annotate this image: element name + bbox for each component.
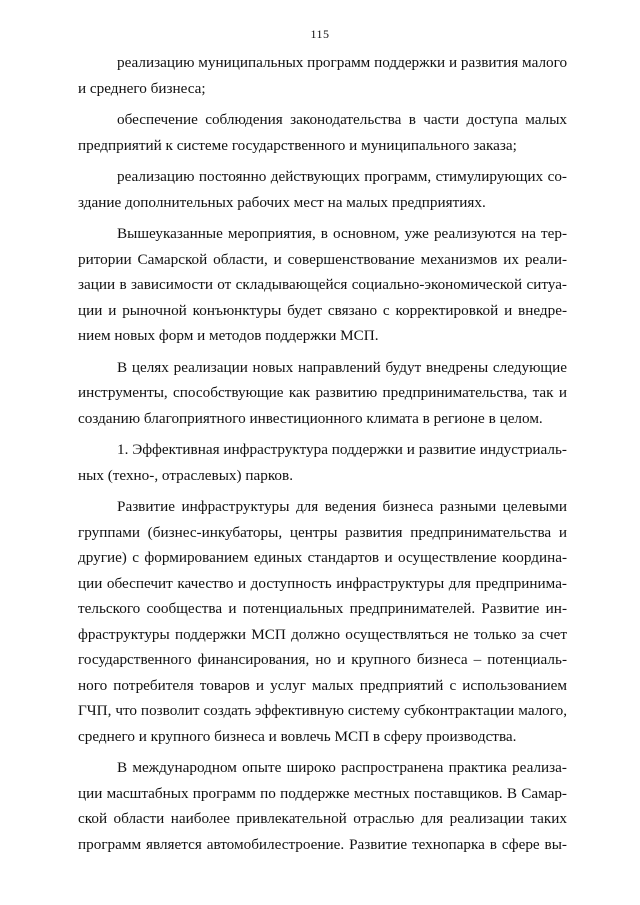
paragraph: [78, 355, 567, 432]
text-line: реализацию постоянно действующих программ, стимулирующих со-: [117, 168, 567, 185]
text-line: обеспечение соблюдения законодательства в части доступа малых: [117, 111, 567, 128]
text-line: ного потребителя товаров и услуг малых предприятий с использованием: [78, 676, 567, 694]
text-line: группами (бизнес-инкубаторы, центры развития предпринимательства и: [78, 523, 567, 541]
text-line: другие) с формированием единых стандартов и осуществление координа-: [78, 549, 567, 566]
text-line: ных (техно-, отраслевых) парков.: [78, 466, 293, 484]
text-line: зации в зависимости от складывающейся социально-экономической ситуа-: [78, 276, 567, 293]
text-line: ской области наиболее привлекательной отраслью для реализации таких: [78, 810, 567, 827]
text-line: ции и рыночной конъюнктуры будет связано с корректировкой и внедре-: [78, 301, 567, 319]
text-line: предприятий к системе государственного и муниципального заказа;: [78, 136, 517, 154]
paragraph: [78, 755, 567, 857]
text-line: ГЧП, что позволит создать эффективную систему субконтрактации малого,: [78, 702, 567, 719]
text-line: ритории Самарской области, и совершенствование механизмов их реали-: [78, 250, 567, 268]
text-line: В целях реализации новых направлений будут внедрены следующие: [117, 358, 567, 376]
text-line: программ является автомобилестроение. Развитие технопарка в сфере вы-: [78, 835, 567, 853]
paragraph: [78, 164, 567, 215]
body-text: [78, 50, 567, 857]
text-line: созданию благоприятного инвестиционного климата в регионе в целом.: [78, 409, 543, 427]
text-line: Развитие инфраструктуры для ведения бизнеса разными целевыми: [117, 498, 567, 515]
paragraph: [78, 494, 567, 749]
text-line: нием новых форм и методов поддержки МСП.: [78, 327, 379, 344]
text-line: среднего и крупного бизнеса и вовлечь МСП в сферу производства.: [78, 727, 517, 745]
text-line: В международном опыте широко распространена практика реализа-: [117, 759, 567, 776]
paragraph: [78, 437, 567, 488]
text-line: и среднего бизнеса;: [78, 79, 206, 97]
text-line: тельского сообщества и потенциальных предпринимателей. Развитие ин-: [78, 600, 567, 617]
text-line: государственного финансирования, но и крупного бизнеса – потенциаль-: [78, 651, 567, 668]
text-line: ции обеспечит качество и доступность инфраструктуры для предпринима-: [78, 574, 567, 592]
text-line: 1. Эффективная инфраструктура поддержки и развитие индустриаль-: [117, 441, 567, 458]
text-line: ции масштабных программ по поддержке местных поставщиков. В Самар-: [78, 784, 567, 802]
text-line: реализацию муниципальных программ поддержки и развития малого: [117, 54, 568, 71]
paragraph: [78, 50, 567, 101]
paragraph: [78, 107, 567, 158]
text-line: здание дополнительных рабочих мест на малых предприятиях.: [78, 193, 486, 211]
paragraph: [78, 221, 567, 349]
page-number: 115: [310, 27, 330, 41]
text-line: Вышеуказанные мероприятия, в основном, уже реализуются на тер-: [117, 225, 567, 242]
text-line: фраструктуры поддержки МСП должно осуществляться не только за счет: [78, 625, 567, 643]
text-line: инструменты, способствующие как развитию предпринимательства, так и: [78, 384, 567, 401]
